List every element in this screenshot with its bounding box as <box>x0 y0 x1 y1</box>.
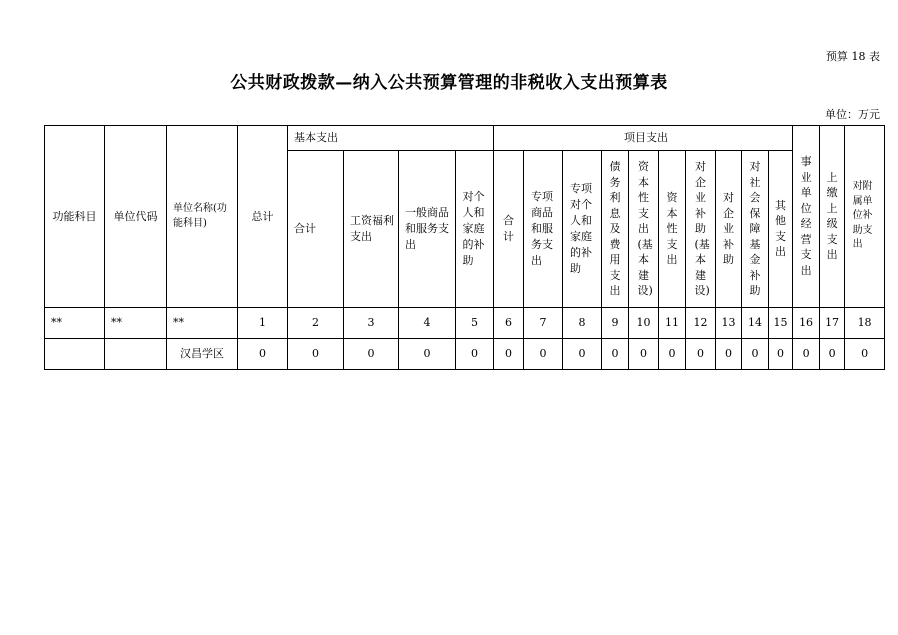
header-row-groups <box>45 126 885 151</box>
table-cell: 6 <box>494 308 524 339</box>
table-cell: 4 <box>399 308 456 339</box>
header-project-capital-build: 资本性支出(基本建设) <box>629 151 659 308</box>
table-cell: 15 <box>769 308 793 339</box>
header-affiliated: 对附属单位补助支出 <box>845 126 885 308</box>
header-project-group: 项目支出 <box>494 126 793 151</box>
table-cell: 0 <box>686 339 716 370</box>
header-basic-goods: 一般商品和服务支出 <box>399 151 456 308</box>
table-cell: 0 <box>399 339 456 370</box>
unit-label: 单位：万元 <box>825 108 880 121</box>
table-cell: 8 <box>563 308 602 339</box>
table-row-data <box>45 339 885 370</box>
table-cell: ** <box>167 308 238 339</box>
header-basic-personal: 对个人和家庭的补助 <box>456 151 494 308</box>
header-func-subject: 功能科目 <box>45 126 105 308</box>
table-cell: 0 <box>716 339 742 370</box>
table-cell: 0 <box>629 339 659 370</box>
header-project-enterprise-build: 对企业补助(基本建设) <box>686 151 716 308</box>
table-cell: 0 <box>288 339 344 370</box>
table-cell: 0 <box>820 339 845 370</box>
header-basic-salary: 工资福利支出 <box>344 151 399 308</box>
table-cell: 9 <box>602 308 629 339</box>
table-cell: 3 <box>344 308 399 339</box>
table-cell <box>105 339 167 370</box>
table-cell: 0 <box>238 339 288 370</box>
table-cell: 18 <box>845 308 885 339</box>
table-cell: ** <box>45 308 105 339</box>
table-cell: 16 <box>793 308 820 339</box>
table-cell: 12 <box>686 308 716 339</box>
table-cell: 0 <box>456 339 494 370</box>
table-cell: ** <box>105 308 167 339</box>
table-cell: 0 <box>524 339 563 370</box>
document-number: 预算 18 表 <box>826 50 880 63</box>
table-cell: 11 <box>659 308 686 339</box>
header-basic-subtotal: 合计 <box>288 151 344 308</box>
header-project-social-security: 对社会保障基金补助 <box>742 151 769 308</box>
header-project-capital: 资本性支出 <box>659 151 686 308</box>
header-basic-group: 基本支出 <box>288 126 494 151</box>
header-project-special-goods: 专项商品和服务支出 <box>524 151 563 308</box>
table-cell: 2 <box>288 308 344 339</box>
header-project-subtotal: 合计 <box>494 151 524 308</box>
table-cell: 0 <box>742 339 769 370</box>
table-cell: 汉昌学区 <box>167 339 238 370</box>
header-project-enterprise: 对企业补助 <box>716 151 742 308</box>
table-cell: 0 <box>494 339 524 370</box>
table-row-index <box>45 308 885 339</box>
table-cell: 13 <box>716 308 742 339</box>
header-unit-name: 单位名称(功能科目) <box>167 126 238 308</box>
header-business-unit: 事业单位经营支出 <box>793 126 820 308</box>
header-project-debt-interest: 债务利息及费用支出 <box>602 151 629 308</box>
table-cell: 0 <box>793 339 820 370</box>
budget-table <box>44 125 885 370</box>
table-cell: 0 <box>659 339 686 370</box>
table-cell: 1 <box>238 308 288 339</box>
header-upper-level: 上缴上级支出 <box>820 126 845 308</box>
header-project-special-personal: 专项对个人和家庭的补助 <box>563 151 602 308</box>
table-cell: 0 <box>845 339 885 370</box>
page-title: 公共财政拨款—纳入公共预算管理的非税收入支出预算表 <box>230 73 668 93</box>
table-cell: 5 <box>456 308 494 339</box>
header-total: 总计 <box>238 126 288 308</box>
table-cell: 0 <box>602 339 629 370</box>
table-cell: 7 <box>524 308 563 339</box>
header-project-other: 其他支出 <box>769 151 793 308</box>
table-cell <box>45 339 105 370</box>
table-cell: 0 <box>344 339 399 370</box>
table-cell: 14 <box>742 308 769 339</box>
table-cell: 0 <box>563 339 602 370</box>
table-cell: 17 <box>820 308 845 339</box>
header-unit-code: 单位代码 <box>105 126 167 308</box>
table-cell: 10 <box>629 308 659 339</box>
table-cell: 0 <box>769 339 793 370</box>
